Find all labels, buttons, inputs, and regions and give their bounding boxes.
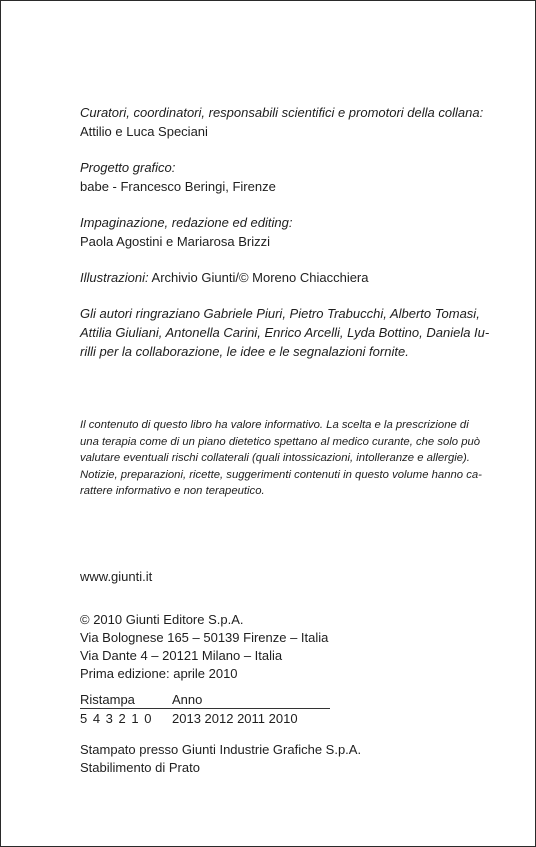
- reprint-table-header: [80, 692, 330, 709]
- printer-line: Stampato presso Giunti Industrie Grafiche S.p.A.: [80, 742, 362, 757]
- acknowledgements-line: rilli per la collaborazione, le idee e le segnalazioni fornite.: [80, 344, 409, 359]
- disclaimer-line: Notizie, preparazioni, ricette, suggerimenti contenuti in questo volume hanno ca-: [80, 468, 482, 481]
- disclaimer-line: valutare eventuali rischi collaterali (quali intossicazioni, intolleranze e allergie).: [80, 452, 470, 464]
- disclaimer-line: una terapia come di un piano dietetico spettano al medico curante, che solo può: [80, 435, 481, 448]
- illustrations-label: Illustrazioni:: [80, 270, 149, 285]
- acknowledgements-line: Attilia Giuliani, Antonella Carini, Enrico Arcelli, Lyda Bottino, Daniela Iu-: [80, 325, 490, 340]
- ristampa-values: 5 4 3 2 1 0: [80, 711, 153, 726]
- disclaimer-line: Il contenuto di questo libro ha valore informativo. La scelta e la prescrizione di: [80, 419, 469, 431]
- disclaimer-line: rattere informativo e non terapeutico.: [80, 485, 265, 497]
- printer-info: [80, 741, 500, 777]
- acknowledgements: [80, 304, 500, 361]
- credit-graphic-design: [80, 158, 500, 196]
- credit-label: Impaginazione, redazione ed editing:: [80, 215, 293, 230]
- credit-editing: [80, 213, 500, 251]
- credit-illustrations: [80, 268, 500, 287]
- credit-name: Paola Agostini e Mariarosa Brizzi: [80, 234, 271, 249]
- reprint-table-row: [80, 709, 330, 726]
- credit-label: Curatori, coordinatori, responsabili scientifici e promotori della collana:: [80, 105, 484, 120]
- copyright-line: © 2010 Giunti Editore S.p.A.: [80, 612, 244, 627]
- anno-header: Anno: [172, 692, 203, 707]
- credit-curators: [80, 103, 500, 141]
- credit-name: babe - Francesco Beringi, Firenze: [80, 179, 276, 194]
- reprint-table: [80, 692, 330, 726]
- publisher-info: [80, 611, 500, 683]
- ristampa-header: Ristampa: [80, 692, 135, 707]
- address-firenze: Via Bolognese 165 – 50139 Firenze – Italia: [80, 630, 329, 645]
- edition-line: Prima edizione: aprile 2010: [80, 666, 238, 681]
- illustrations-value: Archivio Giunti/© Moreno Chiacchiera: [151, 270, 369, 285]
- acknowledgements-line: Gli autori ringraziano Gabriele Piuri, Pietro Trabucchi, Alberto Tomasi,: [80, 306, 480, 321]
- disclaimer: [80, 417, 520, 500]
- printer-plant-line: Stabilimento di Prato: [80, 760, 200, 775]
- anno-values: 2013 2012 2011 2010: [172, 711, 298, 726]
- address-milano: Via Dante 4 – 20121 Milano – Italia: [80, 648, 283, 663]
- credit-name: Attilio e Luca Speciani: [80, 124, 208, 139]
- website-link[interactable]: www.giunti.it: [80, 569, 153, 584]
- credit-label: Progetto grafico:: [80, 160, 176, 175]
